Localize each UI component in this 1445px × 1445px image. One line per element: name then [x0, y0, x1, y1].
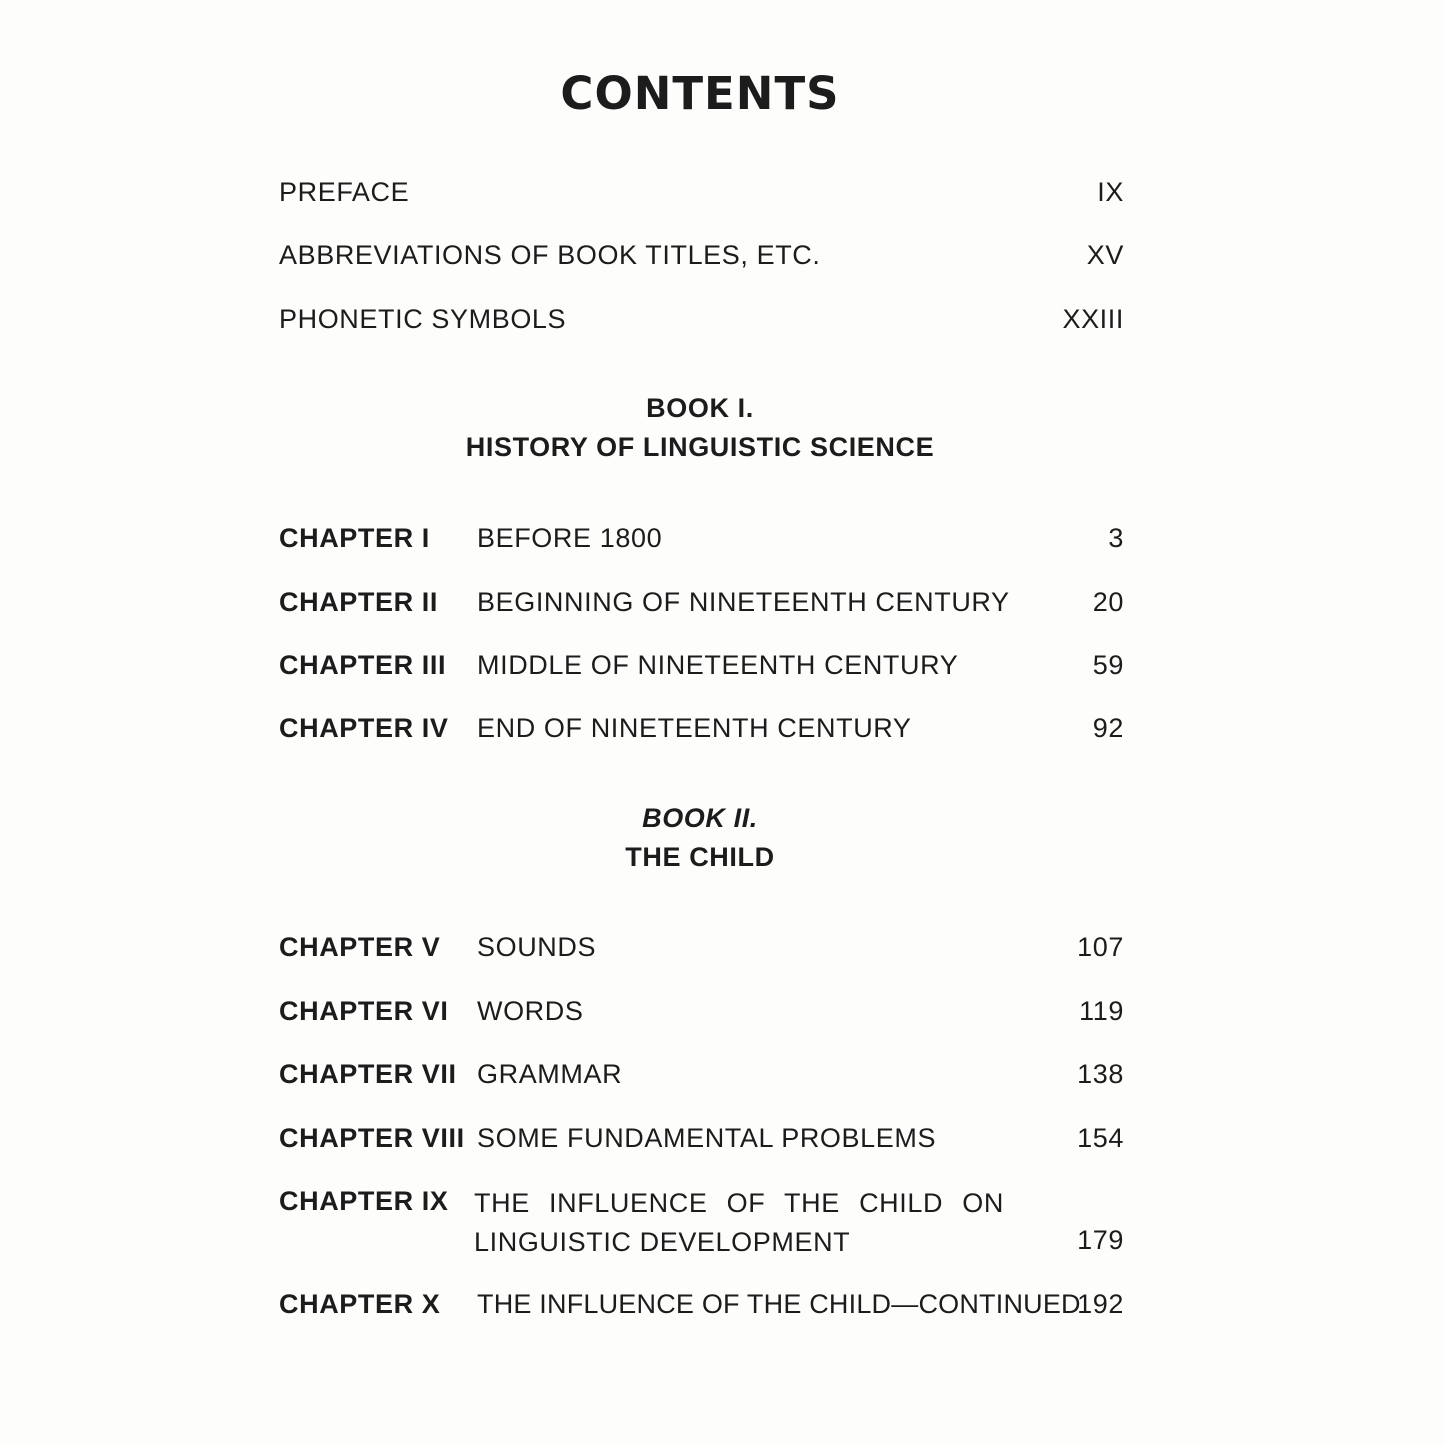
chapter-page: 20	[1092, 587, 1124, 617]
toc-entry-page: IX	[1097, 177, 1124, 207]
chapter-page: 92	[1092, 713, 1124, 743]
toc-entry-page: XXIII	[1062, 304, 1124, 334]
chapter-title: SOME FUNDAMENTAL PROBLEMS	[477, 1123, 937, 1153]
chapter-number: CHAPTER VII	[279, 1059, 457, 1089]
book-title: HISTORY OF LINGUISTIC SCIENCE	[465, 432, 935, 462]
book-number: BOOK II.	[642, 803, 758, 833]
book-2-heading	[0, 799, 1400, 877]
chapter-page: 154	[1077, 1123, 1124, 1153]
toc-entry-label: ABBREVIATIONS OF BOOK TITLES, ETC.	[279, 240, 821, 270]
chapter-title: BEFORE 1800	[477, 523, 663, 553]
chapter-number: CHAPTER X	[279, 1289, 441, 1319]
chapter-number: CHAPTER VIII	[279, 1123, 465, 1153]
chapter-number: CHAPTER III	[279, 650, 447, 680]
book-number: BOOK I.	[646, 393, 754, 423]
chapter-page: 192	[1077, 1289, 1124, 1319]
toc-entry-label: PHONETIC SYMBOLS	[279, 304, 567, 334]
chapter-number: CHAPTER IV	[279, 713, 449, 743]
book-1-heading	[0, 389, 1400, 467]
chapter-page: 138	[1077, 1059, 1124, 1089]
chapter-page: 59	[1092, 650, 1124, 680]
chapter-page: 179	[1077, 1225, 1124, 1255]
chapter-number: CHAPTER VI	[279, 996, 449, 1026]
book-title: THE CHILD	[625, 842, 775, 872]
chapter-page: 119	[1079, 996, 1124, 1026]
chapter-title: THE INFLUENCE OF THE CHILD ON LINGUISTIC DEVELOPMENT	[474, 1188, 1004, 1257]
page-title: CONTENTS	[560, 67, 840, 120]
chapter-title: THE INFLUENCE OF THE CHILD—CONTINUED	[477, 1289, 1081, 1319]
chapter-title: SOUNDS	[477, 932, 597, 962]
toc-entry-page: XV	[1086, 240, 1124, 270]
chapter-number: CHAPTER I	[279, 523, 430, 553]
chapter-title: END OF NINETEENTH CENTURY	[477, 713, 912, 743]
chapter-entry-9[interactable]	[279, 1184, 1124, 1262]
chapter-page: 3	[1108, 523, 1124, 553]
chapter-number: CHAPTER II	[279, 587, 439, 617]
chapter-title: MIDDLE OF NINETEENTH CENTURY	[477, 650, 959, 680]
chapter-number: CHAPTER IX	[279, 1186, 449, 1216]
chapter-page: 107	[1077, 932, 1124, 962]
chapter-number: CHAPTER V	[279, 932, 441, 962]
chapter-title: BEGINNING OF NINETEENTH CENTURY	[477, 587, 1010, 617]
chapter-title: WORDS	[477, 996, 584, 1026]
chapter-title: GRAMMAR	[477, 1059, 623, 1089]
toc-entry-label: PREFACE	[279, 177, 410, 207]
